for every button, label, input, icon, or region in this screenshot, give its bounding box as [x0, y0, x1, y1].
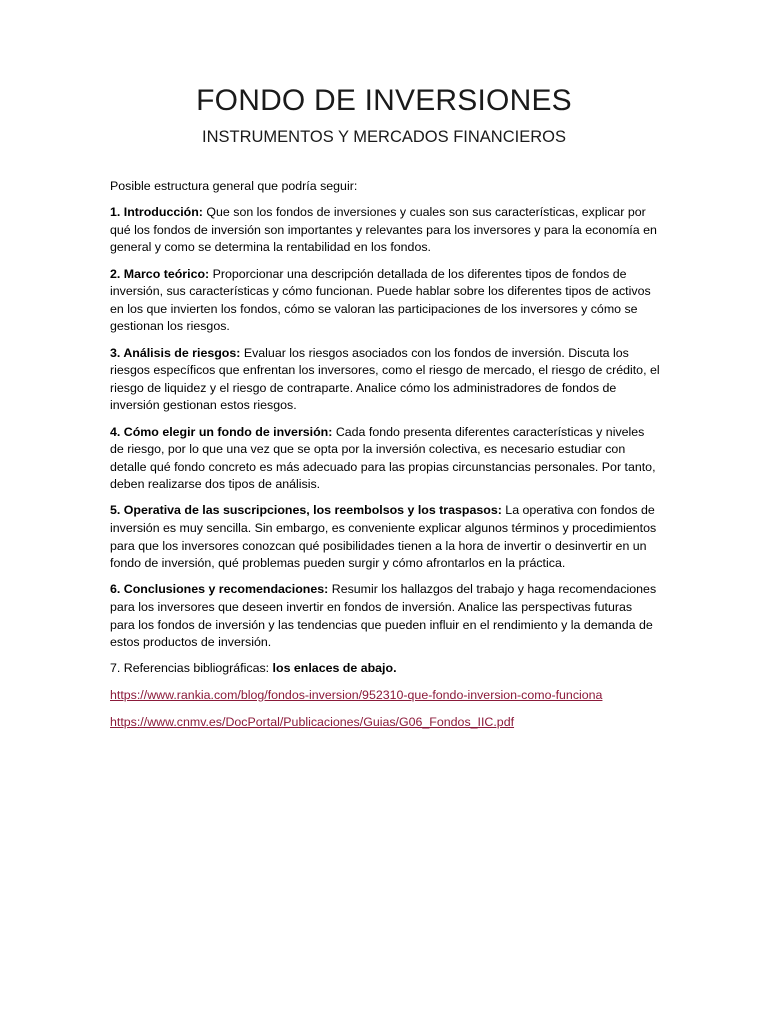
section-text: Que son los fondos de inversiones y cuales son sus características, explicar por qué los fondos de inversión son importantes y relevantes para los inversores y para la economía en general y como se determina la rentabilidad en los fondos. — [110, 205, 657, 255]
section-conclusiones — [110, 581, 660, 651]
section-heading: 2. Marco teórico: — [110, 266, 210, 281]
section-operativa — [110, 502, 660, 572]
references-label: 7. Referencias bibliográficas: — [110, 661, 270, 676]
reference-link-cnmv[interactable]: https://www.cnmv.es/DocPortal/Publicaciones/Guias/G06_Fondos_IIC.pdf — [110, 715, 515, 730]
section-referencias — [110, 660, 660, 678]
document-title: FONDO DE INVERSIONES — [196, 84, 572, 117]
section-heading: 3. Análisis de riesgos: — [110, 345, 241, 360]
section-heading: 1. Introducción: — [110, 205, 203, 220]
document-body — [110, 178, 660, 742]
section-text: Cada fondo presenta diferentes características y niveles de riesgo, por lo que una vez que se opta por la inversión colectiva, es necesario estudiar con detalle qué fondo concreto es más adecuado para las propias circunstancias personales. Por tanto, deben realizarse dos tipos de análisis. — [110, 424, 656, 492]
references-text: los enlaces de abajo. — [269, 661, 397, 676]
section-heading: 4. Cómo elegir un fondo de inversión: — [110, 424, 333, 439]
section-analisis-riesgos — [110, 345, 660, 415]
section-marco-teorico — [110, 266, 660, 336]
section-heading: 5. Operativa de las suscripciones, los reembolsos y los traspasos: — [110, 503, 502, 518]
document-subtitle: INSTRUMENTOS Y MERCADOS FINANCIEROS — [202, 128, 566, 146]
section-text: Proporcionar una descripción detallada de los diferentes tipos de fondos de inversión, sus características y cómo funcionan. Puede hablar sobre los diferentes tipos de activos en los que invierten los fondos, cómo se valoran las participaciones de los inversores y cómo se gestionan los riesgos. — [110, 266, 651, 334]
section-heading: 6. Conclusiones y recomendaciones: — [110, 582, 329, 597]
section-text: La operativa con fondos de inversión es muy sencilla. Sin embargo, es conveniente explicar algunos términos y procedimientos para que los inversores conozcan qué posibilidades tienen a la hora de invertir o desinvertir en un fondo de inversión, qué problemas pueden surgir y cómo afrontarlos en la práctica. — [110, 503, 657, 571]
section-introduccion — [110, 204, 660, 257]
intro-paragraph: Posible estructura general que podría seguir: — [110, 179, 358, 193]
reference-link-rankia[interactable]: https://www.rankia.com/blog/fondos-inversion/952310-que-fondo-inversion-como-funciona — [110, 687, 603, 702]
section-text: Evaluar los riesgos asociados con los fondos de inversión. Discuta los riesgos específicos que enfrentan los inversores, como el riesgo de mercado, el riesgo de crédito, el riesgo de liquidez y el riesgo de contraparte. Analice cómo los administradores de fondos de inversión gestionan estos riesgos. — [110, 345, 660, 413]
section-como-elegir — [110, 424, 660, 494]
section-text: Resumir los hallazgos del trabajo y haga recomendaciones para los inversores que deseen invertir en fondos de inversión. Analice las perspectivas futuras para los fondos de inversión y las tendencias que pueden influir en el rendimiento y la demanda de estos productos de inversión. — [110, 582, 657, 650]
